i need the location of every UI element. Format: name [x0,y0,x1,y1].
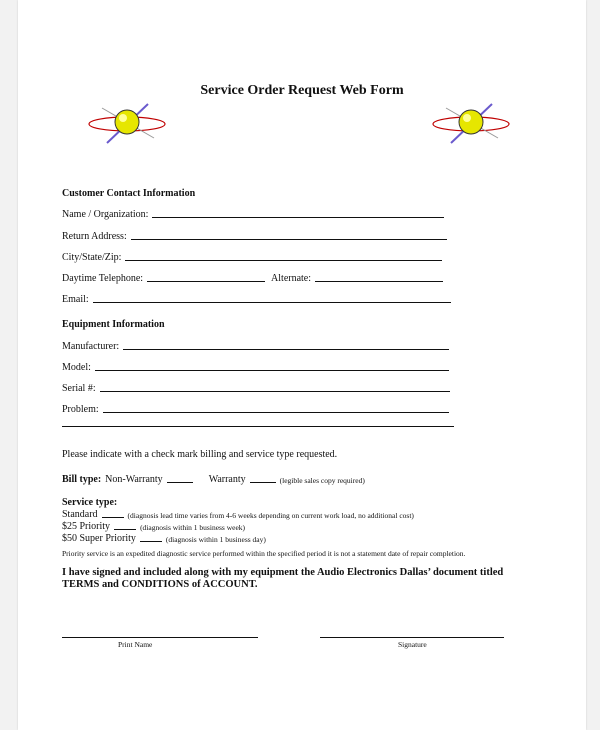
standard-checkbox[interactable] [102,516,124,518]
non-warranty-label: Non-Warranty [105,474,163,485]
name-field[interactable] [152,216,444,218]
signature-field[interactable] [320,636,504,638]
priority-disclaimer: Priority service is an expedited diagnostic service performed within the specified period it is not a statement date of repair completion. [62,549,466,558]
return-address-field[interactable] [131,238,447,240]
model-label: Model: [62,362,91,373]
super-priority-row [62,533,266,544]
standard-label: Standard [62,509,98,520]
warranty-checkbox[interactable] [250,481,276,483]
super-priority-label: $50 Super Priority [62,533,136,544]
super-priority-note: (diagnosis within 1 business day) [165,535,266,544]
problem-continued-row [62,425,454,429]
name-row [62,209,444,220]
return-address-row [62,231,447,242]
atom-logo-icon [426,98,516,148]
standard-note: (diagnosis lead time varies from 4-6 weeks depending on current work load, no additional cost) [127,511,414,520]
daytime-telephone-field[interactable] [147,280,265,282]
problem-field-continued[interactable] [62,425,454,427]
atom-logo-icon [82,98,172,148]
priority-label: $25 Priority [62,521,111,532]
priority-row [62,521,245,532]
non-warranty-checkbox[interactable] [167,481,193,483]
bill-type-label: Bill type: [62,474,102,485]
alternate-label: Alternate: [271,273,312,284]
city-row [62,252,442,263]
serial-label: Serial #: [62,383,96,394]
agreement-line-1: I have signed and included along with my equipment the Audio Electronics Dallas’ document titled [62,567,504,578]
city-label: City/State/Zip: [62,252,122,263]
telephone-row [62,273,443,284]
problem-label: Problem: [62,404,99,415]
warranty-label: Warranty [208,474,246,485]
return-address-label: Return Address: [62,231,127,242]
warranty-note: (legible sales copy required) [279,476,365,485]
problem-row [62,404,449,415]
manufacturer-label: Manufacturer: [62,341,120,352]
email-row [62,294,451,305]
model-row [62,362,449,373]
serial-field[interactable] [100,390,450,392]
alternate-telephone-field[interactable] [315,280,443,282]
name-label: Name / Organization: [62,209,149,220]
print-name-field[interactable] [62,636,258,638]
signature-label: Signature [398,640,427,649]
form-title: Service Order Request Web Form [200,83,404,98]
service-type-label: Service type: [62,497,118,508]
priority-checkbox[interactable] [114,528,136,530]
form-page [18,0,586,730]
email-field[interactable] [93,301,451,303]
priority-note: (diagnosis within 1 business week) [140,523,246,532]
super-priority-checkbox[interactable] [140,540,162,542]
agreement-line-2: TERMS and CONDITIONS of ACCOUNT. [62,579,258,590]
manufacturer-row [62,341,449,352]
manufacturer-field[interactable] [123,348,449,350]
city-field[interactable] [125,259,442,261]
serial-row [62,383,450,394]
model-field[interactable] [95,369,449,371]
print-name-label: Print Name [118,640,153,649]
bill-type-row [62,474,365,485]
standard-row [62,509,414,520]
equipment-heading: Equipment Information [62,319,165,330]
daytime-telephone-label: Daytime Telephone: [62,273,144,284]
check-instruction: Please indicate with a check mark billing and service type requested. [62,449,338,460]
email-label: Email: [62,294,89,305]
contact-heading: Customer Contact Information [62,188,196,199]
problem-field[interactable] [103,411,449,413]
